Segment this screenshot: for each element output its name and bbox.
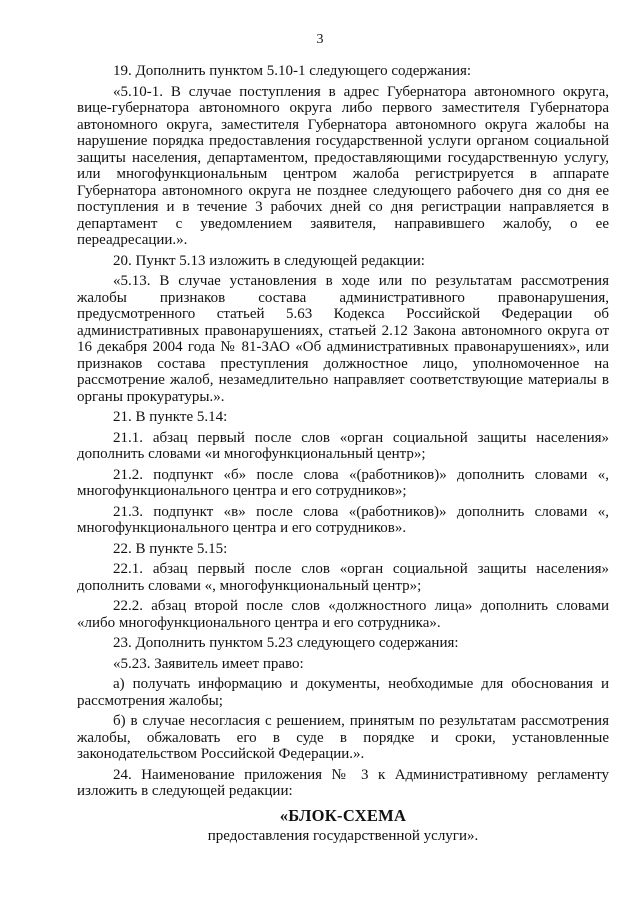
paragraph-24: 24. Наименование приложения № 3 к Административному регламенту изложить в следующей редакции: [77,766,609,799]
document-body [77,63,609,845]
paragraph-21-1: 21.1. абзац первый после слов «орган социальной защиты населения» дополнить словами «и многофункциональный центр»; [77,429,609,462]
paragraph-20: 20. Пункт 5.13 изложить в следующей редакции: [113,252,425,269]
paragraph-21-2: 21.2. подпункт «б» после слова «(работников)» дополнить словами «, многофункционального центра и его сотрудников»; [77,466,609,499]
paragraph-22: 22. В пункте 5.15: [113,540,228,557]
paragraph-5-23: «5.23. Заявитель имеет право: [113,655,304,672]
block-scheme-heading: «БЛОК-СХЕМА [279,805,407,825]
paragraph-22-2: 22.2. абзац второй после слов «должностного лица» дополнить словами «либо многофункционального центра и его сотрудника». [77,598,609,631]
block-scheme-subheading: предоставления государственной услуги». [207,827,479,844]
paragraph-19: 19. Дополнить пунктом 5.10-1 следующего содержания: [113,63,472,79]
paragraph-21-3: 21.3. подпункт «в» после слова «(работников)» дополнить словами «, многофункционального центра и его сотрудников». [77,503,609,536]
paragraph-5-23-b: б) в случае несогласия с решением, принятым по результатам рассмотрения жалобы, обжаловать его в суде в порядке и сроки, установленные законодательством Российской Федерации.». [77,713,609,762]
paragraph-23: 23. Дополнить пунктом 5.23 следующего содержания: [113,635,459,651]
paragraph-5-23-a: а) получать информацию и документы, необходимые для обоснования и рассмотрения жалобы; [77,676,609,709]
paragraph-21: 21. В пункте 5.14: [113,409,228,425]
page-number: 3 [316,32,324,47]
paragraph-5-10-1: «5.10-1. В случае поступления в адрес Губернатора автономного округа, вице-губернатора автономного округа либо первого заместителя Губернатора автономного округа, заместителя Губернатора автономного округа жалобы на нарушение порядка предоставления государственной услуги органом социальной защиты населения, департаментом, предоставляющими государственную услугу, или многофункциональным центром жалоба регистрируется в аппарате Губернатора автономного округа не позднее следующего рабочего дня со дня ее поступления и в течение 3 рабочих дней со дня регистрации направляется в департамент с уведомлением заявителя, направившего жалобу, о ее переадресации.». [77,83,609,248]
paragraph-22-1: 22.1. абзац первый после слов «орган социальной защиты населения» дополнить словами «, многофункциональный центр»; [77,561,609,594]
paragraph-5-13: «5.13. В случае установления в ходе или по результатам рассмотрения жалобы признаков состава административного правонарушения, предусмотренного статьей 5.63 Кодекса Российской Федерации об административных правонарушениях, статьей 2.12 Закона автономного округа от 16 декабря 2004 года № 81-ЗАО «Об административных правонарушениях», или признаков состава преступления должностное лицо, уполномоченное на рассмотрение жалоб, незамедлительно направляет соответствующие материалы в органы прокуратуры.». [77,273,609,405]
